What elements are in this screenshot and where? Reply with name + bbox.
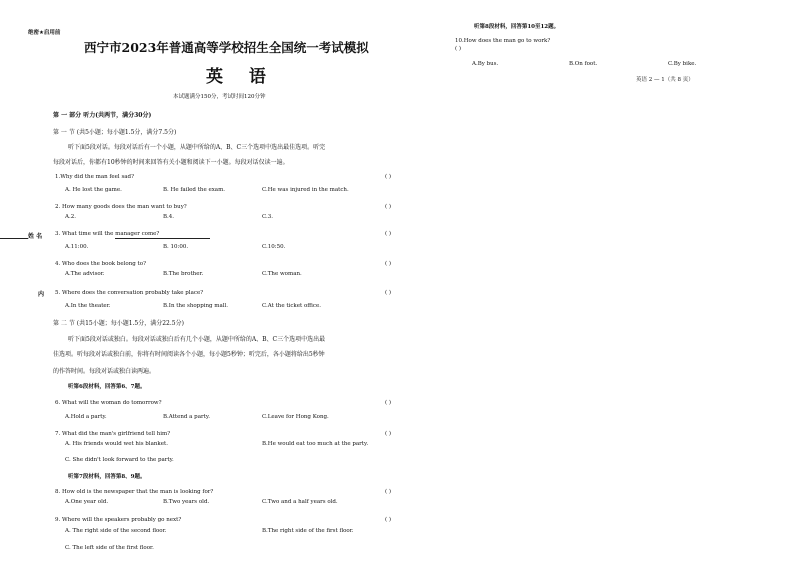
question-7-option-a: A. His friends would wet his blanket. [65, 441, 168, 447]
section1-heading: 第 一 节 (共5小题；每小题1.5分，满分7.5分) [53, 129, 177, 136]
question-8-stem: 8. How old is the newspaper that the man is looking for? [55, 489, 214, 495]
question-10-option-b: B.On foot. [569, 61, 598, 67]
question-4-option-c: C.The woman. [262, 271, 302, 277]
question-1-answer-bracket: ( ) [385, 174, 392, 180]
name-underline-right [115, 238, 210, 239]
question-2-option-c: C.3. [262, 214, 274, 220]
question-2-stem: 2. How many goods does the man want to buy? [55, 204, 187, 210]
question-8-option-b: B.Two years old. [163, 499, 210, 505]
material-6-note: 听第6段材料，回答第6、7题。 [68, 384, 146, 390]
question-2-answer-bracket: ( ) [385, 204, 392, 210]
question-9-answer-bracket: ( ) [385, 517, 392, 523]
section1-directions-1: 听下面5段对话。每段对话后有一个小题，从题中所给的A、B、C三个选项中选出最佳选项。听完 [68, 144, 326, 151]
question-2-option-a: A.2. [65, 214, 76, 220]
question-5-option-a: A.In the theater. [65, 303, 111, 309]
question-10-option-a: A.By bus. [472, 61, 499, 67]
question-3-stem: 3. What time will the manager come? [55, 231, 160, 237]
question-4-option-a: A.The advisor. [65, 271, 105, 277]
question-9-option-a: A. The right side of the second floor. [65, 528, 167, 534]
question-3-answer-bracket: ( ) [385, 231, 392, 237]
question-4-option-b: B.The brother. [163, 271, 204, 277]
question-1-option-c: C.He was injured in the match. [262, 187, 349, 193]
question-5-answer-bracket: ( ) [385, 290, 392, 296]
part1-heading: 第 一 部分 听力(共两节，满分30分) [53, 112, 152, 119]
question-7-stem: 7. What did the man's girlfriend tell him? [55, 431, 171, 437]
section2-directions-2: 佳选项。听每段对话或独白前，你将有时间阅读各个小题，每小题5秒钟；听完后，各小题将给出5秒钟 [53, 351, 325, 358]
question-3-option-b: B. 10:00. [163, 244, 189, 250]
question-10-answer-bracket: ( ) [455, 46, 462, 52]
section2-directions-1: 听下面5段对话或独白。每段对话或独白后有几个小题，从题中所给的A、B、C三个选项中选出最 [68, 336, 326, 343]
question-9-stem: 9. Where will the speakers probably go next? [55, 517, 182, 523]
section2-directions-3: 的作答时间。每段对话或独白读两遍。 [53, 368, 156, 375]
question-6-answer-bracket: ( ) [385, 400, 392, 406]
exam-title: 西宁市2023年普通高等学校招生全国统一考试模拟 [84, 40, 369, 55]
question-8-answer-bracket: ( ) [385, 489, 392, 495]
question-10-stem: 10.How does the man go to work? [455, 38, 551, 44]
material-7-note: 听第7段材料，回答第8、9题。 [68, 474, 146, 480]
section1-directions-2: 每段对话后，你都有10秒钟的时间来回答有关小题和阅读下一小题。每段对话仅读一遍。 [53, 159, 289, 166]
material-8-note: 听第8段材料，回答第10至12题。 [474, 24, 560, 30]
question-4-answer-bracket: ( ) [385, 261, 392, 267]
question-8-option-a: A.One year old. [65, 499, 109, 505]
question-1-option-a: A. He lost the game. [65, 187, 122, 193]
question-1-stem: 1.Why did the man feel sad? [55, 174, 135, 180]
question-6-option-a: A.Hold a party. [65, 414, 107, 420]
question-9-option-b: B.The right side of the first floor. [262, 528, 354, 534]
question-1-option-b: B. He failed the exam. [163, 187, 226, 193]
question-2-option-b: B.4. [163, 214, 175, 220]
question-7-option-c: C. She didn't look forward to the party. [65, 457, 174, 463]
question-6-option-b: B.Attend a party. [163, 414, 210, 420]
question-10-option-c: C.By bike. [668, 61, 697, 67]
question-9-option-c: C. The left side of the first floor. [65, 545, 154, 551]
section2-heading: 第 二 节 (共15小题；每小题1.5分，满分22.5分) [53, 320, 184, 327]
question-7-option-b: B.He would eat too much at the party. [262, 441, 369, 447]
question-3-option-c: C.10:50. [262, 244, 286, 250]
inner-label: 内 [38, 291, 45, 298]
question-7-answer-bracket: ( ) [385, 431, 392, 437]
question-4-stem: 4. Who does the book belong to? [55, 261, 147, 267]
exam-info: 本试题满分150分，考试时间120分钟 [173, 94, 266, 100]
question-5-option-b: B.In the shopping mall. [163, 303, 229, 309]
question-8-option-c: C.Two and a half years old. [262, 499, 338, 505]
question-5-stem: 5. Where does the conversation probably take place? [55, 290, 204, 296]
question-6-option-c: C.Leave for Hong Kong. [262, 414, 329, 420]
secret-label: 绝密★启用前 [28, 30, 61, 36]
question-5-option-c: C.At the ticket office. [262, 303, 322, 309]
question-6-stem: 6. What will the woman do tomorrow? [55, 400, 162, 406]
name-label: 姓 名 [28, 233, 43, 240]
name-underline-left [0, 238, 28, 239]
page-footer: 英语 2 — 1（共 8 页） [636, 77, 694, 83]
subject-title: 英 语 [206, 67, 276, 87]
question-3-option-a: A.11:00. [65, 244, 89, 250]
